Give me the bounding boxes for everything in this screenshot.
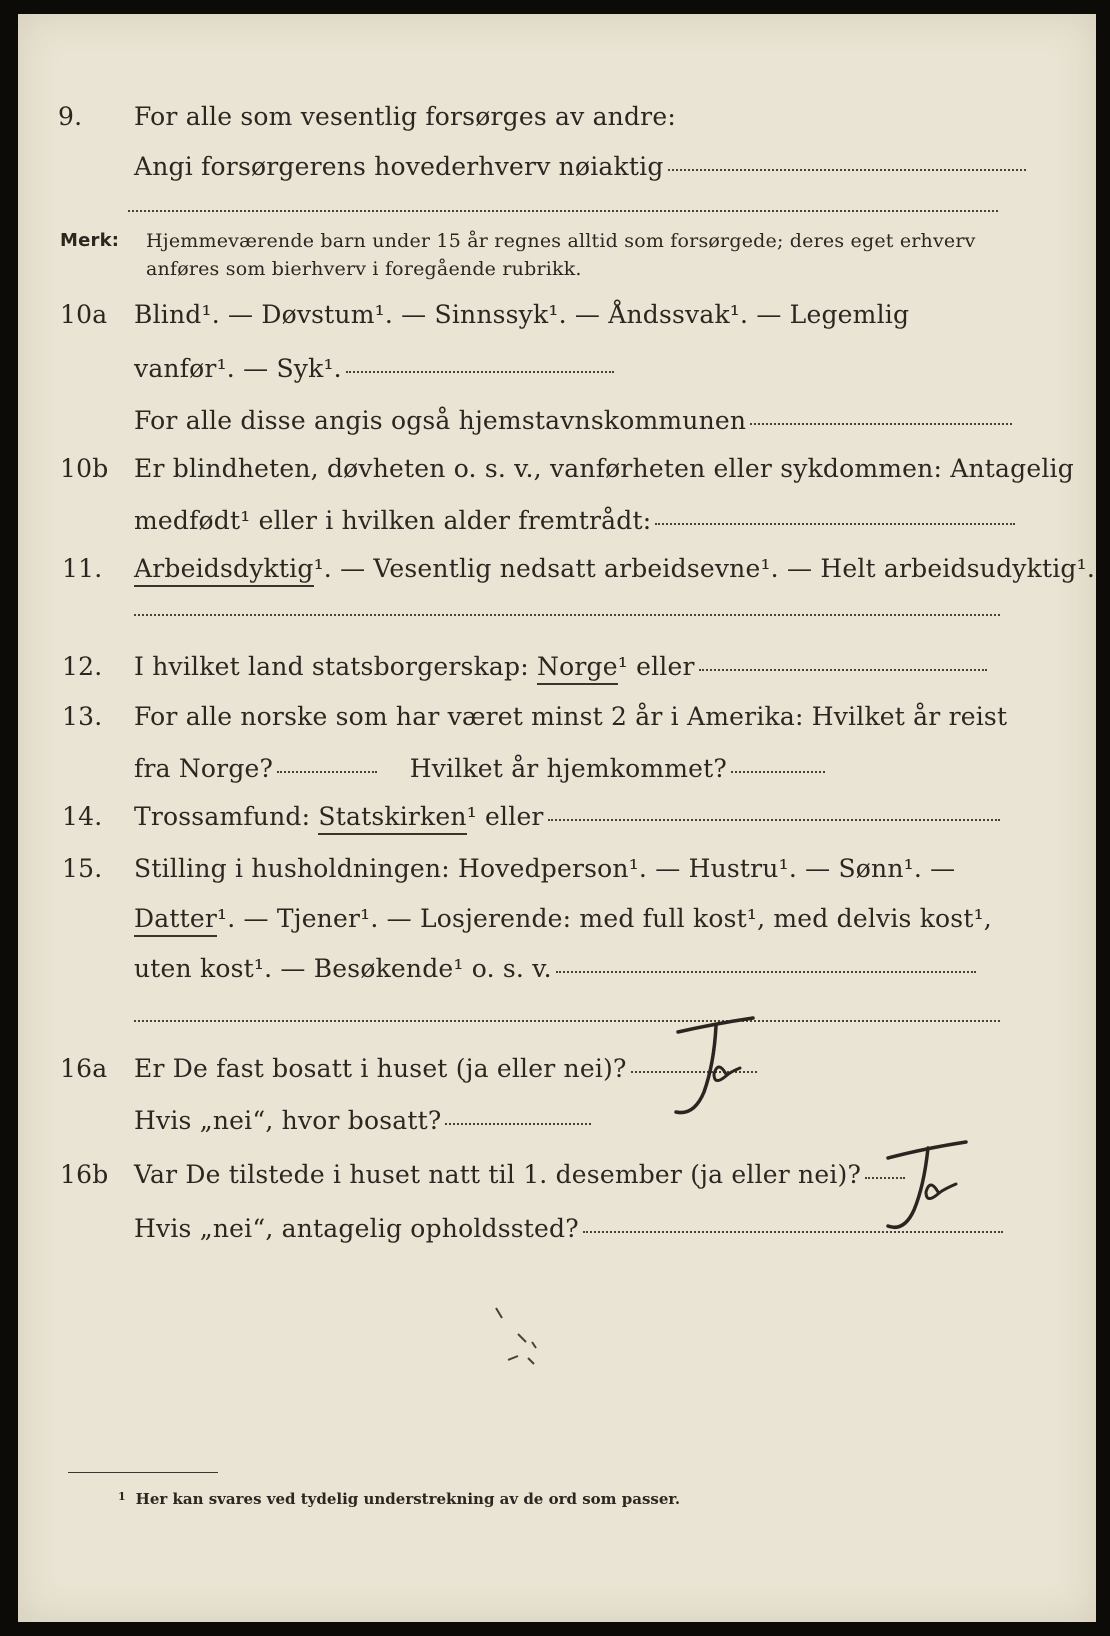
q10b-text-1: Er blindheten, døvheten o. s. v., vanførheten eller sykdommen: Antagelig [134, 454, 1074, 483]
q16a-text-2-label: Hvis „nei“, hvor bosatt? [134, 1106, 442, 1135]
q15-text-2 [134, 904, 992, 934]
q10a-text-3-label: For alle disse angis også hjemstavnskommunen [134, 406, 747, 435]
q16b-place-answer-line [583, 1231, 1003, 1233]
q15-answer-line [556, 971, 976, 973]
q12-text [134, 652, 987, 682]
q14-number: 14. [62, 802, 103, 831]
q14-post: ¹ eller [466, 802, 544, 831]
q12-pre: I hvilket land statsborgerskap: [134, 652, 529, 681]
stray-marks-graphic [488, 1304, 568, 1384]
q12-option-underlined: Norge [537, 652, 618, 685]
q14-answer-line [548, 819, 1000, 821]
q16a-text-2 [134, 1106, 591, 1136]
q13-left-answer-line [277, 771, 377, 773]
q9-extra-answer-line [128, 210, 998, 212]
q11-rest: ¹. — Vesentlig nedsatt arbeidsevne¹. — Helt arbeidsudyktig¹. [313, 554, 1095, 583]
q15-text-3-label: uten kost¹. — Besøkende¹ o. s. v. [134, 954, 552, 983]
q16b-text-1 [134, 1160, 905, 1190]
q10a-text-2 [134, 354, 614, 384]
q10a-home-answer-line [750, 423, 1012, 425]
q9-text-2 [134, 152, 1026, 182]
q16b-text-2-label: Hvis „nei“, antagelig opholdssted? [134, 1214, 579, 1243]
q14-text [134, 802, 1000, 832]
footnote-mark: 1 [118, 1490, 126, 1503]
q13-return-answer-line [731, 771, 825, 773]
q15-text-1: Stilling i husholdningen: Hovedperson¹. — Hustru¹. — Sønn¹. — [134, 854, 956, 883]
q15-text-2-rest: ¹. — Tjener¹. — Losjerende: med full kost¹, med delvis kost¹, [217, 904, 992, 933]
q12-post: ¹ eller [617, 652, 695, 681]
q10a-text-2-label: vanfør¹. — Syk¹. [134, 354, 342, 383]
q14-option-underlined: Statskirken [318, 802, 466, 835]
form-page [18, 14, 1096, 1622]
q13-text-2 [134, 754, 825, 784]
merk-text-2: anføres som bierhverv i foregående rubrikk. [146, 258, 582, 280]
q13-number: 13. [62, 702, 103, 731]
q9-text-2-label: Angi forsørgerens hovederhverv nøiaktig [134, 152, 664, 181]
q11-text [134, 554, 1095, 584]
q13-text-2a: fra Norge? [134, 754, 274, 783]
q16b-text-2 [134, 1214, 1003, 1244]
q16a-number: 16a [60, 1054, 108, 1083]
q9-number: 9. [58, 102, 83, 131]
q15-text-3 [134, 954, 976, 984]
q10a-number: 10a [60, 300, 108, 329]
q16a-handwriting-graphic [658, 1014, 768, 1124]
q14-pre: Trossamfund: [134, 802, 311, 831]
q10b-number: 10b [60, 454, 109, 483]
q13-text-1: For alle norske som har været minst 2 år i Amerika: Hvilket år reist [134, 702, 1008, 731]
q16a-text-1-label: Er De fast bosatt i huset (ja eller nei)? [134, 1054, 627, 1083]
q16b-text-1-label: Var De tilstede i huset natt til 1. desember (ja eller nei)? [134, 1160, 862, 1189]
q16b-number: 16b [60, 1160, 109, 1189]
q16a-place-answer-line [445, 1123, 591, 1125]
footnote-text: Her kan svares ved tydelig understrekning av de ord som passer. [135, 1490, 681, 1508]
footnote [118, 1490, 680, 1508]
q12-number: 12. [62, 652, 103, 681]
q11-option-underlined: Arbeidsdyktig [134, 554, 314, 587]
merk-text-1: Hjemmeværende barn under 15 år regnes alltid som forsørgede; deres eget erhverv [146, 230, 976, 252]
q9-answer-line [668, 169, 1026, 171]
q11-answer-line [134, 614, 1000, 616]
q15-extra-answer-line [134, 1020, 1000, 1022]
merk-label: Merk: [60, 230, 120, 251]
q10a-text-3 [134, 406, 1012, 436]
q12-answer-line [699, 669, 987, 671]
q10b-text-2-label: medfødt¹ eller i hvilken alder fremtrådt: [134, 506, 652, 535]
q16a-handwritten-answer [658, 1014, 768, 1128]
footnote-rule [68, 1472, 218, 1473]
q10a-text-1: Blind¹. — Døvstum¹. — Sinnssyk¹. — Åndssvak¹. — Legemlig [134, 300, 910, 329]
q10a-answer-line [346, 371, 614, 373]
stray-pencil-marks [488, 1304, 568, 1388]
q9-text-1: For alle som vesentlig forsørges av andre: [134, 102, 676, 131]
q15-number: 15. [62, 854, 103, 883]
q13-text-2b: Hvilket år hjemkommet? [409, 754, 728, 783]
q10b-text-2 [134, 506, 1015, 536]
q11-number: 11. [62, 554, 103, 583]
q10b-answer-line [655, 523, 1015, 525]
q15-option-underlined: Datter [134, 904, 217, 937]
